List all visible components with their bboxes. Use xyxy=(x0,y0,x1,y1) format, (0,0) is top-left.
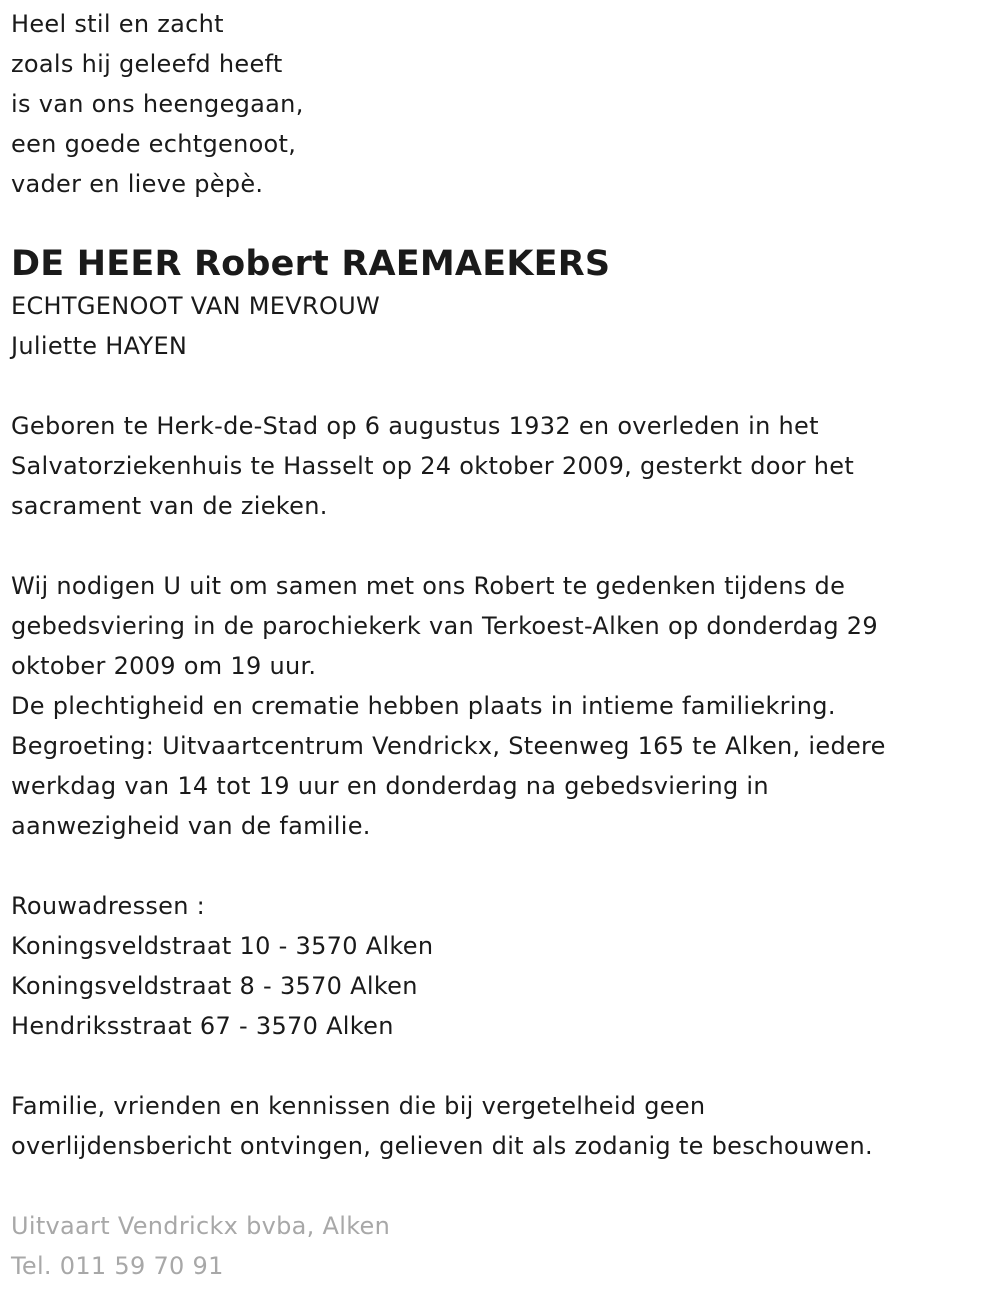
address-item: Koningsveldstraat 10 - 3570 Alken xyxy=(11,932,434,960)
funeral-home-info xyxy=(11,1206,986,1286)
funeral-home-name: Uitvaart Vendrickx bvba, Alken xyxy=(11,1212,391,1240)
spacer xyxy=(11,366,986,406)
poem-line: Heel stil en zacht xyxy=(11,10,224,38)
spacer xyxy=(11,1166,986,1206)
notice-paragraph xyxy=(11,1086,986,1166)
paragraph-line: Familie, vrienden en kennissen die bij vergetelheid geen xyxy=(11,1092,706,1120)
deceased-name: DE HEER Robert RAEMAEKERS xyxy=(11,244,611,284)
paragraph-line: Wij nodigen U uit om samen met ons Robert te gedenken tijdens de xyxy=(11,572,846,600)
paragraph-line: gebedsviering in de parochiekerk van Terkoest-Alken op donderdag 29 xyxy=(11,612,878,640)
ceremony-paragraph xyxy=(11,566,986,846)
birth-death-paragraph xyxy=(11,406,986,526)
paragraph-line: Salvatorziekenhuis te Hasselt op 24 oktober 2009, gesterkt door het xyxy=(11,452,855,480)
spacer xyxy=(11,1046,986,1086)
poem-line: is van ons heengegaan, xyxy=(11,90,304,118)
address-item: Hendriksstraat 67 - 3570 Alken xyxy=(11,1012,394,1040)
paragraph-line: sacrament van de zieken. xyxy=(11,492,328,520)
paragraph-line: De plechtigheid en crematie hebben plaats in intieme familiekring. xyxy=(11,692,836,720)
poem xyxy=(11,4,986,204)
paragraph-line: Begroeting: Uitvaartcentrum Vendrickx, Steenweg 165 te Alken, iedere xyxy=(11,732,886,760)
mourning-addresses xyxy=(11,886,986,1046)
funeral-home-phone: Tel. 011 59 70 91 xyxy=(11,1252,224,1280)
poem-line: een goede echtgenoot, xyxy=(11,130,297,158)
paragraph-line: oktober 2009 om 19 uur. xyxy=(11,652,317,680)
paragraph-line: Geboren te Herk-de-Stad op 6 augustus 1932 en overleden in het xyxy=(11,412,819,440)
paragraph-line: werkdag van 14 tot 19 uur en donderdag na gebedsviering in xyxy=(11,772,769,800)
paragraph-line: aanwezigheid van de familie. xyxy=(11,812,371,840)
poem-line: vader en lieve pèpè. xyxy=(11,170,264,198)
spacer xyxy=(11,846,986,886)
spouse-name: Juliette HAYEN xyxy=(11,332,188,360)
paragraph-line: overlijdensbericht ontvingen, gelieven dit als zodanig te beschouwen. xyxy=(11,1132,873,1160)
obituary-notice xyxy=(11,4,986,1286)
spacer xyxy=(11,526,986,566)
spouse-title: ECHTGENOOT VAN MEVROUW xyxy=(11,292,381,320)
address-item: Koningsveldstraat 8 - 3570 Alken xyxy=(11,972,418,1000)
addresses-heading: Rouwadressen : xyxy=(11,892,206,920)
poem-line: zoals hij geleefd heeft xyxy=(11,50,283,78)
